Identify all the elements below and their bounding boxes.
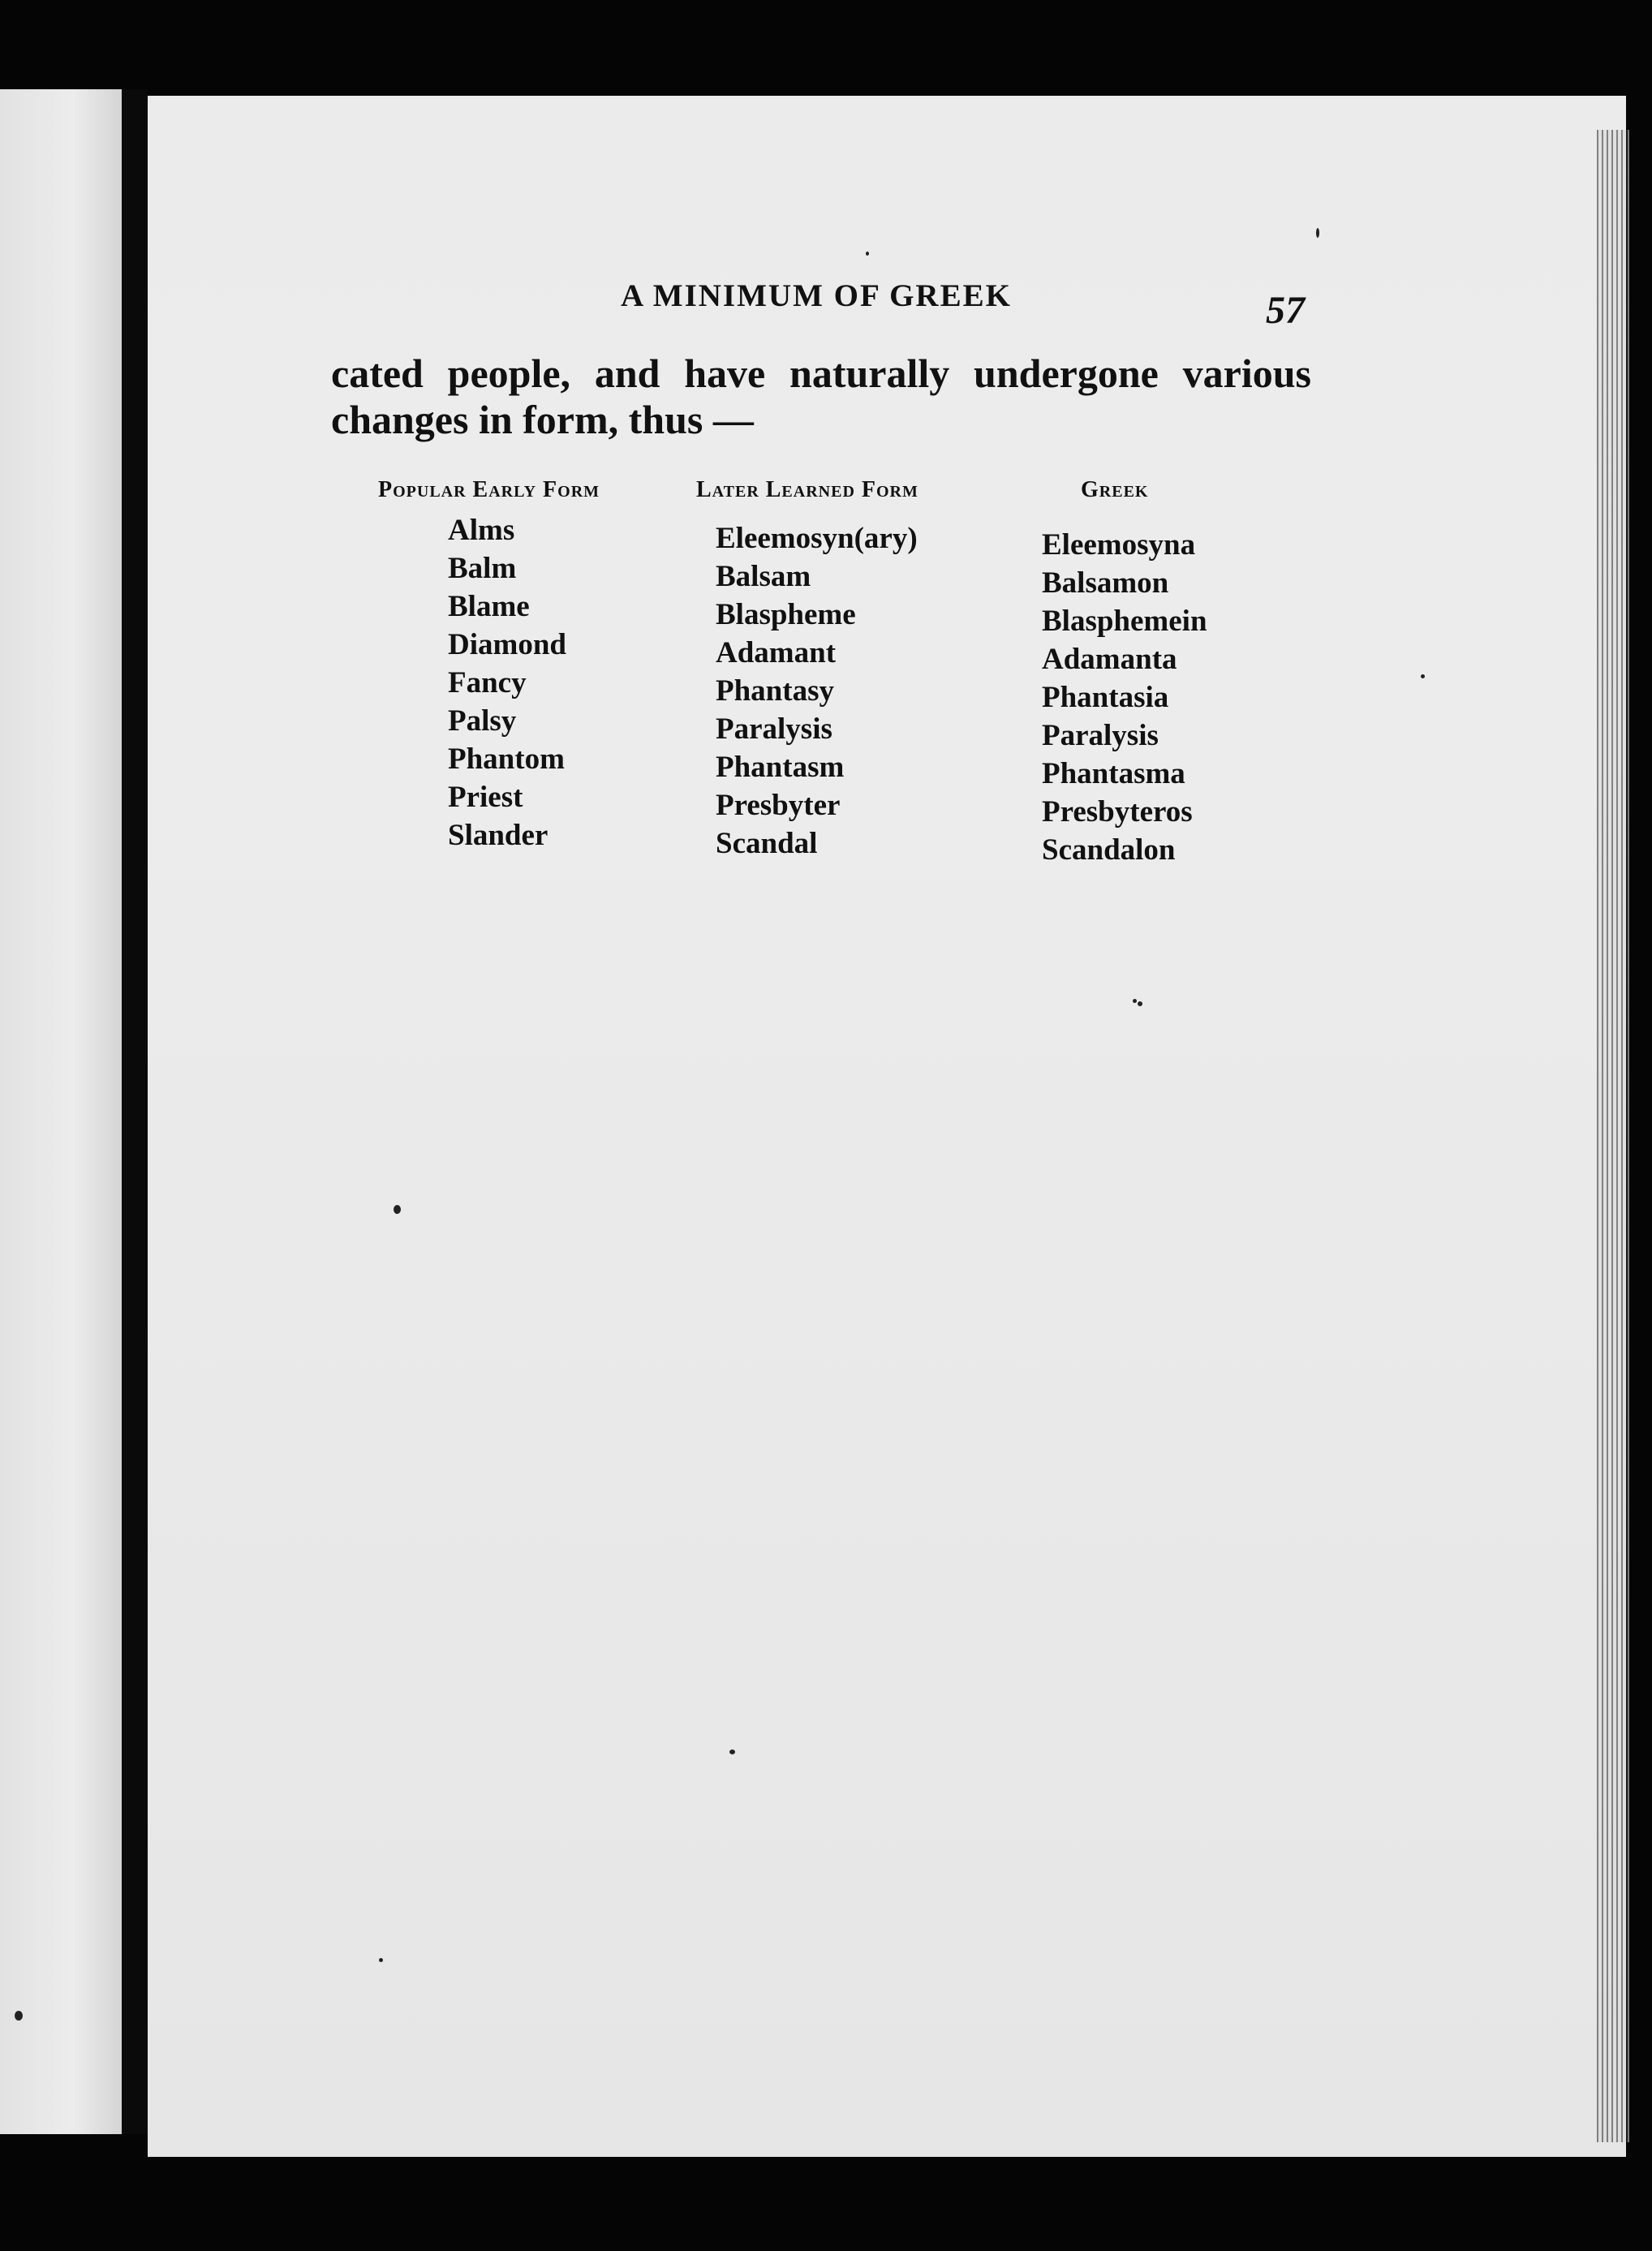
body-line: cated people, and have naturally undergone various — [331, 351, 1311, 396]
column-header-learned: Later Learned Form — [696, 477, 918, 502]
list-item: Balsamon — [1042, 566, 1169, 600]
dust-speck — [1316, 228, 1319, 238]
list-item: Phantasma — [1042, 757, 1185, 790]
dust-speck — [866, 252, 869, 256]
dust-speck — [15, 2011, 23, 2021]
column-greek — [1042, 526, 1207, 869]
body-line: changes in form, thus — — [331, 397, 754, 442]
list-item: Palsy — [448, 704, 517, 738]
dust-speck — [394, 1205, 401, 1214]
list-item: Phantom — [448, 742, 565, 776]
dust-speck — [729, 1750, 735, 1754]
list-item: Fancy — [448, 666, 527, 699]
list-item: Blame — [448, 590, 530, 623]
running-head: A MINIMUM OF GREEK — [621, 278, 1012, 313]
list-item: Eleemosyn(ary) — [716, 522, 918, 555]
list-item: Scandal — [716, 827, 818, 860]
list-item: Presbyteros — [1042, 795, 1193, 829]
list-item: Phantasm — [716, 751, 845, 784]
facing-page-edge — [0, 89, 122, 2134]
list-item: Priest — [448, 781, 523, 814]
list-item: Phantasia — [1042, 681, 1169, 714]
list-item: Diamond — [448, 628, 566, 661]
list-item: Adamanta — [1042, 643, 1177, 676]
page-stack-edge — [1597, 130, 1629, 2142]
list-item: Alms — [448, 514, 515, 547]
list-item: Adamant — [716, 636, 837, 669]
list-item: Balsam — [716, 560, 811, 593]
dust-speck — [1421, 674, 1425, 678]
column-header-popular: Popular Early Form — [378, 477, 600, 502]
list-item: Slander — [448, 819, 549, 852]
column-later-learned-form — [716, 519, 918, 863]
binding-gutter — [122, 89, 148, 2134]
page-number: 57 — [1266, 289, 1305, 332]
list-item: Paralysis — [716, 712, 832, 746]
list-item: Blaspheme — [716, 598, 856, 631]
column-header-greek: Greek — [1081, 477, 1149, 502]
list-item: Eleemosyna — [1042, 528, 1196, 562]
list-item: Presbyter — [716, 789, 841, 822]
list-item: Phantasy — [716, 674, 834, 708]
dust-speck — [379, 1958, 383, 1962]
dust-speck — [1133, 999, 1137, 1003]
list-item: Blasphemein — [1042, 605, 1207, 638]
column-popular-early-form — [448, 511, 566, 854]
list-item: Paralysis — [1042, 719, 1159, 752]
dust-speck — [1138, 1001, 1142, 1006]
list-item: Balm — [448, 552, 517, 585]
body-paragraph — [331, 351, 1311, 443]
list-item: Scandalon — [1042, 833, 1176, 867]
